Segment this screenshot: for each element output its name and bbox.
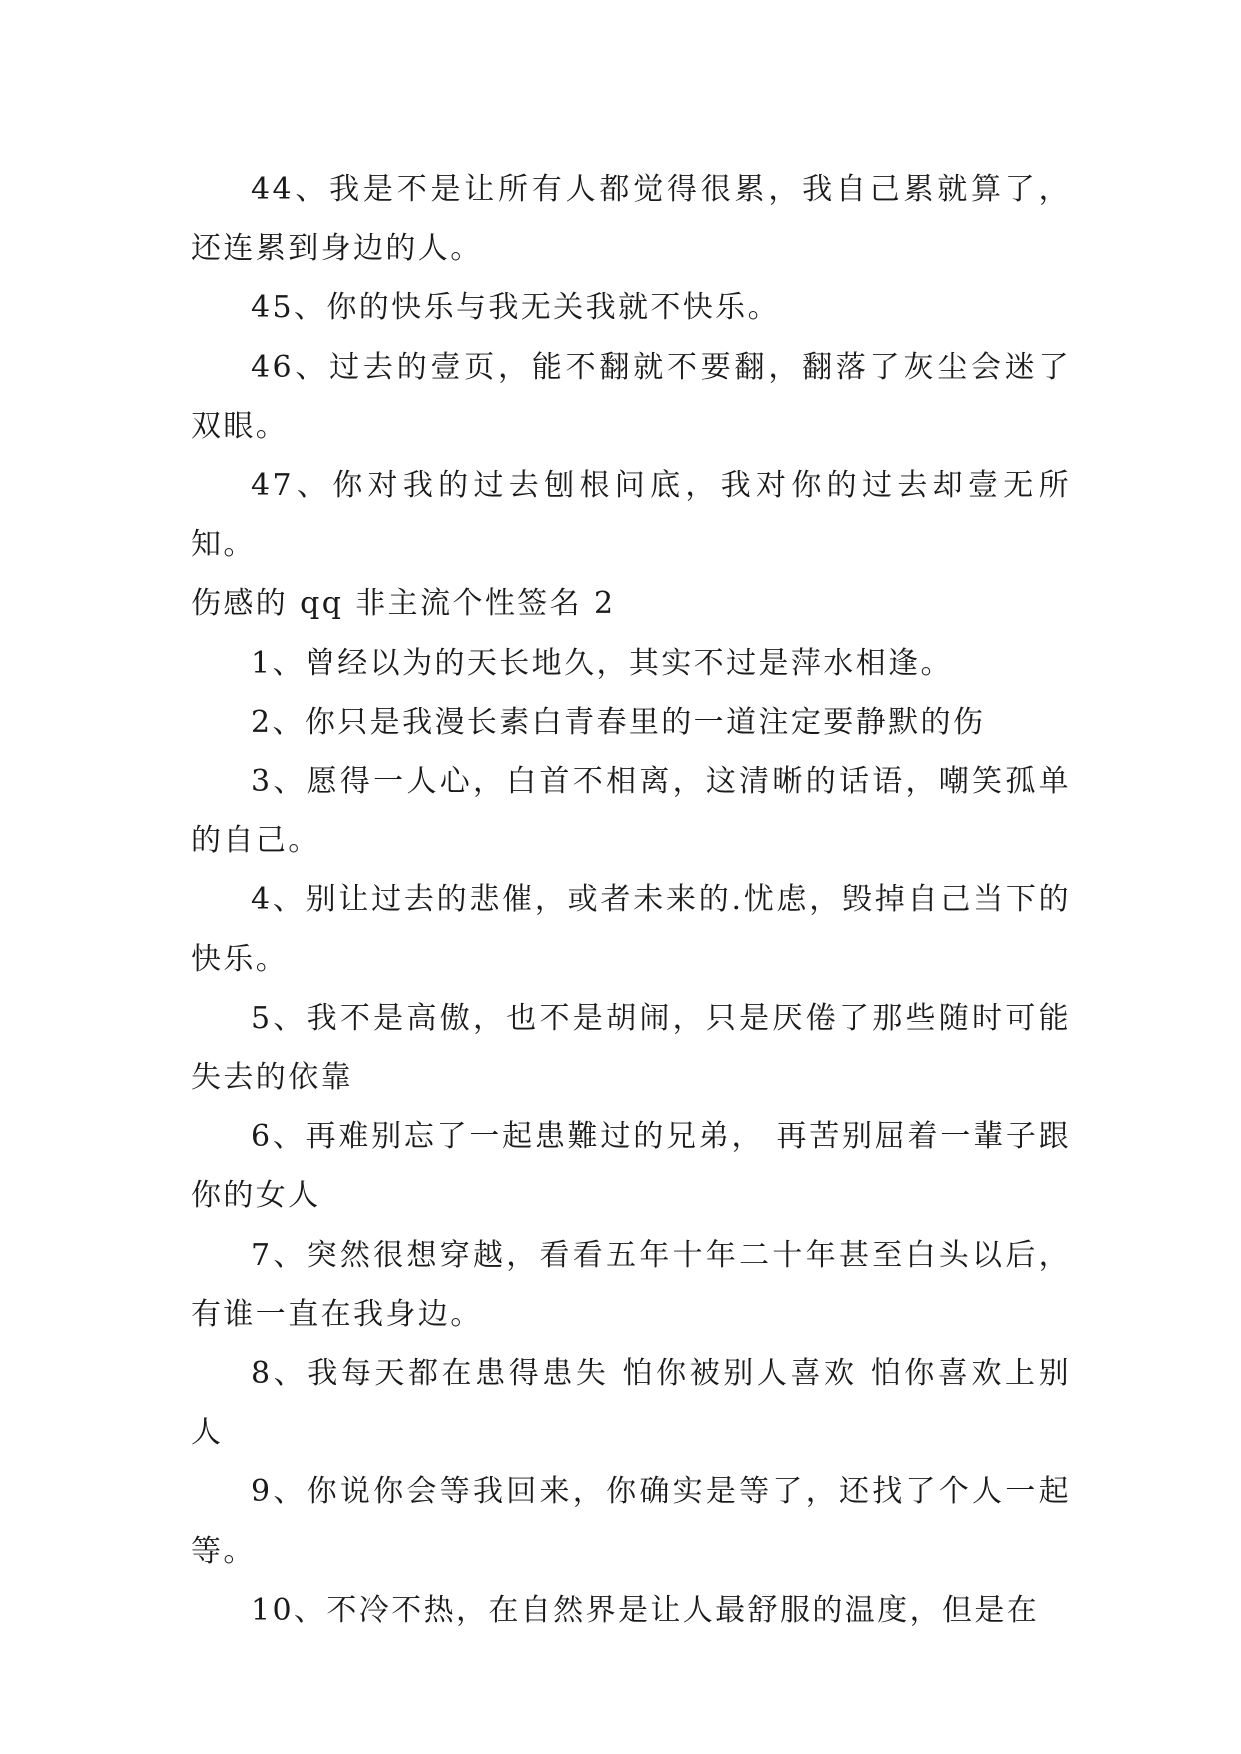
paragraph-6: 6、再难别忘了一起患難过的兄弟， 再苦别屈着一輩子跟你的女人 [191,1119,1071,1214]
paragraph-4: 4、别让过去的悲催，或者未来的.忧虑，毁掉自己当下的快乐。 [191,882,1071,977]
paragraph-9: 9、你说你会等我回来，你确实是等了，还找了个人一起等。 [191,1474,1071,1569]
paragraph-1: 1、曾经以为的天长地久，其实不过是萍水相逢。 [251,645,953,681]
paragraph-45: 45、你的快乐与我无关我就不快乐。 [251,290,780,326]
paragraph-3: 3、愿得一人心，白首不相离，这清晰的话语，嘲笑孤单的自己。 [191,764,1071,859]
paragraph-47: 47、你对我的过去刨根问底，我对你的过去却壹无所知。 [191,468,1071,563]
paragraph-46: 46、过去的壹页，能不翻就不要翻，翻落了灰尘会迷了双眼。 [191,349,1071,444]
paragraph-10: 10、不冷不热，在自然界是让人最舒服的温度，但是在 [251,1592,1040,1628]
section-heading: 伤感的 qq 非主流个性签名 2 [191,586,616,622]
paragraph-2: 2、你只是我漫长素白青春里的一道注定要静默的伤 [251,704,986,740]
paragraph-5: 5、我不是高傲，也不是胡闹，只是厌倦了那些随时可能失去的依靠 [191,1000,1071,1096]
paragraph-7: 7、突然很想穿越，看看五年十年二十年甚至白头以后，有谁一直在我身边。 [191,1237,1071,1332]
document-body [191,160,1071,1640]
paragraph-44: 44、我是不是让所有人都觉得很累，我自己累就算了，还连累到身边的人。 [191,172,1071,267]
paragraph-8: 8、我每天都在患得患失 怕你被别人喜欢 怕你喜欢上别人 [191,1356,1071,1451]
